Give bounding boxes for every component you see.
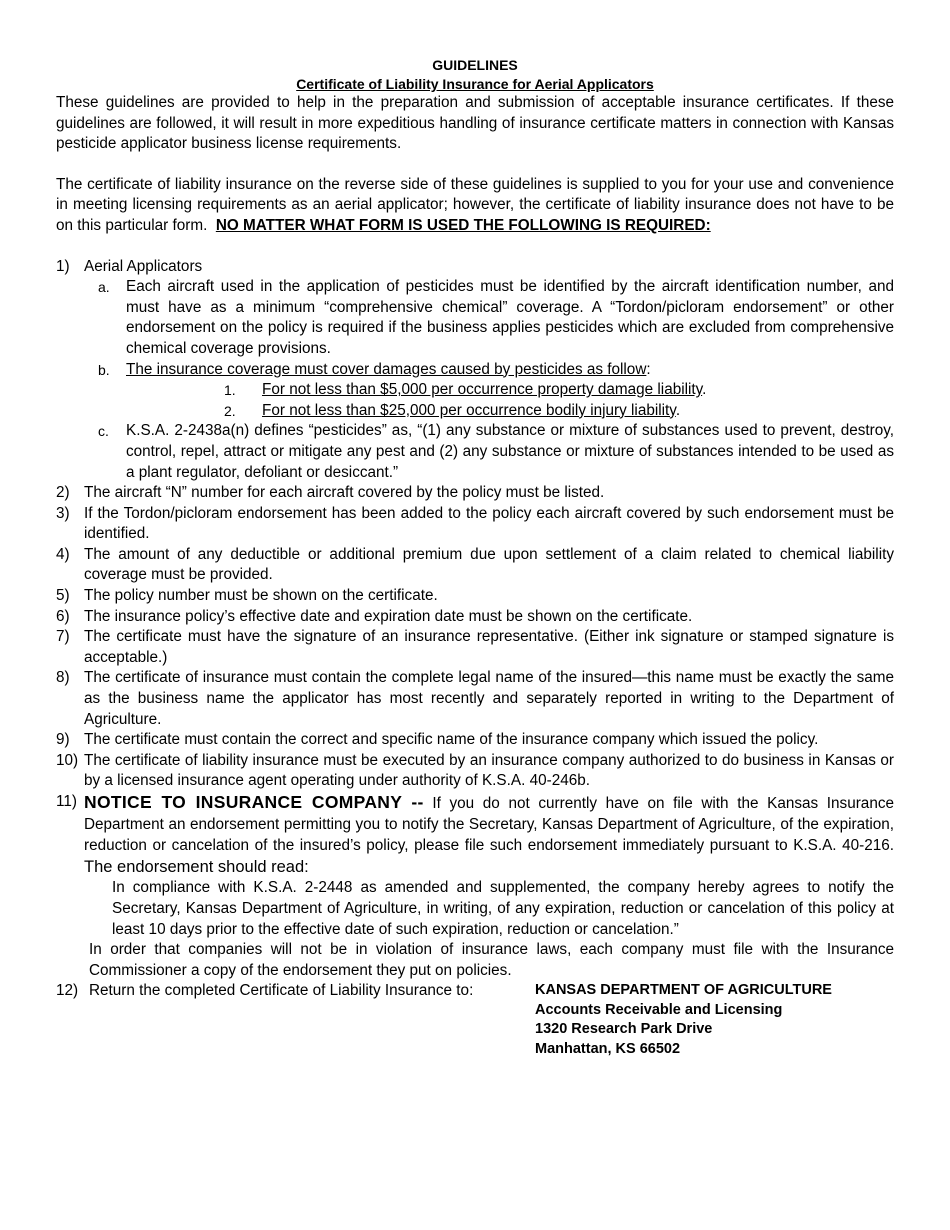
item-text: The amount of any deductible or additional premium due upon settlement of a claim related to chemical liability coverage must be provided. xyxy=(84,545,894,584)
item-number: 8) xyxy=(56,669,70,687)
item-text: The insurance policy’s effective date and expiration date must be shown on the certificate. xyxy=(84,607,693,625)
item-number: 10) xyxy=(56,751,79,769)
sub-item-text: K.S.A. 2-2438a(n) defines “pesticides” as, “(1) any substance or mixture of substances used to prevent, destroy, control, repel, attract or mitigate any pest and (2) any substance or mixture of substances intended to be used as a plant regulator, defoliant or desiccant.” xyxy=(126,422,894,481)
endorsement-note: In order that companies will not be in violation of insurance laws, each company must file with the Insurance Commissioner a copy of the endorsement they put on policies. xyxy=(89,941,894,979)
item-number: 12) xyxy=(56,982,79,1000)
list-item-6 xyxy=(56,607,894,628)
list-item-11 xyxy=(56,792,894,878)
coverage-amount: For not less than $25,000 per occurrence bodily injury liability xyxy=(262,401,676,419)
list-item-1 xyxy=(56,257,894,278)
address-line-3: 1320 Research Park Drive xyxy=(535,1021,713,1038)
notice-heading: NOTICE TO INSURANCE COMPANY -- xyxy=(84,792,424,812)
list-item-2 xyxy=(56,483,894,504)
list-item-8 xyxy=(56,668,894,730)
page-title: GUIDELINES xyxy=(432,57,518,73)
item-label: Aerial Applicators xyxy=(84,257,203,275)
endorsement-quote: In compliance with K.S.A. 2-2448 as amended and supplemented, the company hereby agrees to notify the Secretary, Kansas Department of Agriculture, in writing, of any expiration, reduction or cancelation of this policy at least 10 days prior to the effective date of such expiration, reduction or cancelation.” xyxy=(112,879,894,938)
coverage-number: 1. xyxy=(224,382,236,399)
coverage-text xyxy=(262,401,680,422)
item-number: 5) xyxy=(56,587,70,605)
document-body xyxy=(56,55,894,1059)
page-subtitle: Certificate of Liability Insurance for Aerial Applicators xyxy=(296,76,654,92)
sub-item-b xyxy=(56,360,894,381)
punctuation: . xyxy=(675,401,681,419)
item-text: The certificate of liability insurance must be executed by an insurance company authorized to do business in Kansas or by a licensed insurance agent operating under authority of K.S.A. 40-246b. xyxy=(84,751,894,790)
item-text: The certificate of insurance must contain the complete legal name of the insured—this name must be exactly the same as the business name the applicator has most recently and separately reported in writing to the Department of Agriculture. xyxy=(84,669,894,728)
item-text xyxy=(84,792,894,878)
address-line-1: KANSAS DEPARTMENT OF AGRICULTURE xyxy=(535,982,832,999)
requirement-emphasis: NO MATTER WHAT FORM IS USED THE FOLLOWING IS REQUIRED: xyxy=(215,216,711,234)
return-instruction: Return the completed Certificate of Liability Insurance to: xyxy=(89,982,474,1000)
sub-item-text: Each aircraft used in the application of pesticides must be identified by the aircraft identification number, and must have as a minimum “comprehensive chemical” coverage. A “Tordon/picloram endorsement” or other endorsement on the policy is required if the business applies pesticides which are excluded from comprehensive chemical coverage provisions. xyxy=(126,278,894,357)
item-number: 1) xyxy=(56,257,70,275)
address-line-2: Accounts Receivable and Licensing xyxy=(535,1001,783,1018)
item-text: The aircraft “N” number for each aircraft covered by the policy must be listed. xyxy=(84,484,605,502)
notice-text: If you do not currently have on file with the Kansas Insurance Department an endorsement permitting you to notify the Secretary, Kansas Department of Agriculture, of the expiration, reduction or cancelation of the insured’s policy, please file such endorsement immediately pursuant to K.S.A. 40-216. xyxy=(84,795,894,855)
list-item-4 xyxy=(56,545,894,586)
item-number: 6) xyxy=(56,607,70,625)
intro-paragraph-2-text: The certificate of liability insurance on the reverse side of these guidelines is supplied to you for your use and convenience in meeting licensing requirements as an aerial applicator; however, the certificate of liability insurance does not have to be on this particular form. xyxy=(56,175,894,234)
item-number: 3) xyxy=(56,504,70,522)
mailing-address xyxy=(535,981,894,1059)
coverage-text xyxy=(262,380,706,401)
list-item-9 xyxy=(56,730,894,751)
coverage-requirement: The insurance coverage must cover damages caused by pesticides as follow xyxy=(126,360,647,378)
sub-item-letter: a. xyxy=(98,279,110,296)
item-number: 2) xyxy=(56,484,70,502)
sub-item-c xyxy=(56,421,894,483)
coverage-item-2 xyxy=(56,401,894,422)
item-number: 9) xyxy=(56,731,70,749)
list-item-7 xyxy=(56,627,894,668)
list-item-5 xyxy=(56,586,894,607)
sub-item-letter: c. xyxy=(98,423,109,440)
sub-item-a xyxy=(56,277,894,359)
coverage-number: 2. xyxy=(224,402,236,419)
item-text: The certificate must have the signature of an insurance representative. (Either ink signature or stamped signature is acceptable.) xyxy=(84,628,894,666)
item-number: 4) xyxy=(56,545,70,563)
list-item-12 xyxy=(56,981,894,1059)
list-item-10 xyxy=(56,751,894,792)
punctuation: : xyxy=(646,360,651,378)
endorsement-lead: The endorsement should read: xyxy=(84,857,309,876)
item-text: The policy number must be shown on the certificate. xyxy=(84,587,438,605)
sub-item-text xyxy=(126,360,894,381)
sub-item-letter: b. xyxy=(98,361,110,378)
list-item-3 xyxy=(56,504,894,545)
item-number: 7) xyxy=(56,628,70,646)
item-number: 11) xyxy=(56,793,77,810)
item-text: If the Tordon/picloram endorsement has been added to the policy each aircraft covered by such endorsement must be identified. xyxy=(84,504,894,543)
coverage-item-1 xyxy=(56,380,894,401)
punctuation: . xyxy=(702,381,707,399)
intro-paragraph-1: These guidelines are provided to help in the preparation and submission of acceptable insurance certificates. If these guidelines are followed, it will result in more expeditious handling of insurance certificate matters in connection with Kansas pesticide applicator business license requirements. xyxy=(56,94,894,153)
item-text: The certificate must contain the correct and specific name of the insurance company which issued the policy. xyxy=(84,731,819,749)
coverage-amount: For not less than $5,000 per occurrence property damage liability xyxy=(262,381,703,399)
address-line-4: Manhattan, KS 66502 xyxy=(535,1040,681,1057)
intro-paragraph-2 xyxy=(56,175,894,237)
